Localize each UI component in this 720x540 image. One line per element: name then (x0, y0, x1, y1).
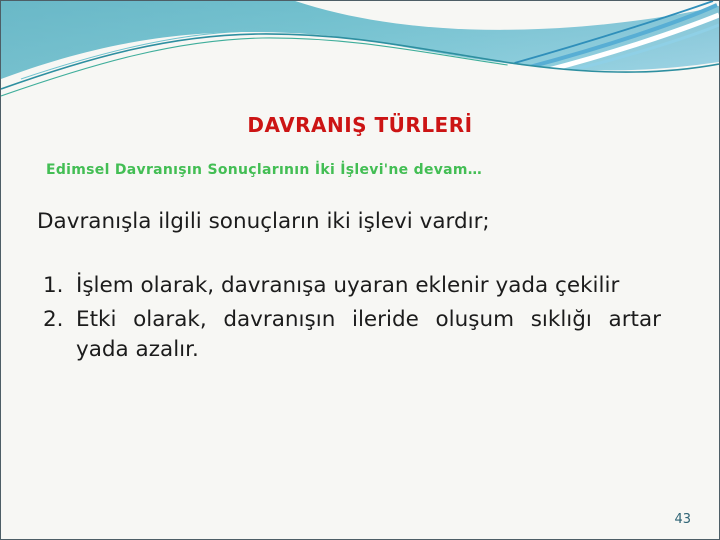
slide-subtitle: Edimsel Davranışın Sonuçlarının İki İşlevi'ne devam… (46, 162, 483, 178)
list-item-number: 2. (43, 307, 64, 332)
list-item-text: İşlem olarak, davranışa uyaran eklenir yada çekilir (76, 273, 620, 298)
list-item-number: 1. (43, 273, 64, 298)
list-item-text: Etki olarak, davranışın ileride oluşum sıklığı artar yada azalır. (76, 307, 661, 362)
numbered-list (43, 271, 661, 369)
wave-decoration (1, 1, 719, 101)
list-item (43, 305, 661, 365)
list-item (43, 271, 661, 301)
page-number: 43 (674, 512, 691, 527)
page-title: DAVRANIŞ TÜRLERİ (247, 113, 473, 137)
body-intro-text: Davranışla ilgili sonuçların iki işlevi vardır; (37, 209, 490, 234)
